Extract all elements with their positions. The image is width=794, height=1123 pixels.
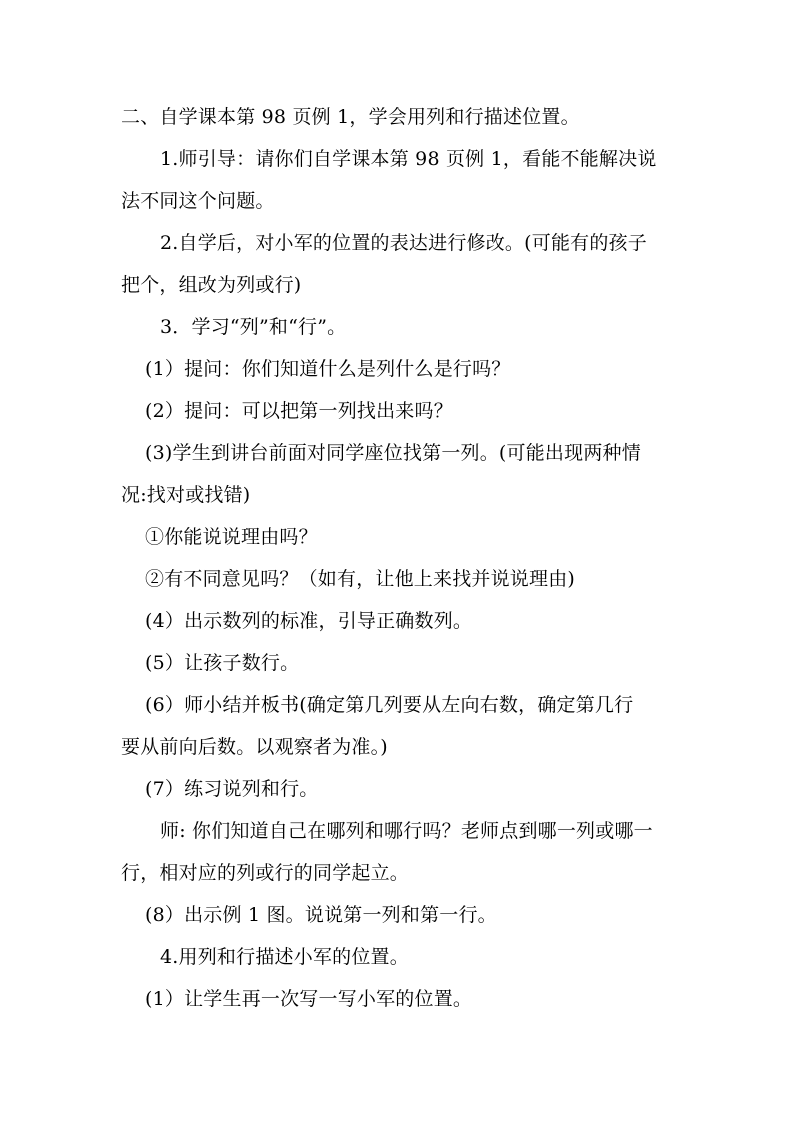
paragraph-line: 3．学习“列”和“行”。 [160, 316, 347, 338]
list-item: (1）让学生再一次写一写小军的位置。 [145, 988, 473, 1010]
paragraph-line: 4.用列和行描述小军的位置。 [160, 946, 409, 968]
list-item: (1）提问：你们知道什么是列什么是行吗？ [145, 358, 511, 380]
list-item: (7）练习说列和行。 [145, 778, 319, 800]
paragraph-line: 把个，组改为列或行) [121, 274, 302, 296]
paragraph-line: 法不同这个问题。 [121, 190, 275, 212]
list-item: (6）师小结并板书(确定第几列要从左向右数，确定第几行 [145, 694, 634, 716]
section-heading: 二、自学课本第 98 页例 1，学会用列和行描述位置。 [121, 106, 580, 128]
paragraph-line: 2.自学后，对小军的位置的表达进行修改。(可能有的孩子 [160, 232, 647, 254]
list-item: (3)学生到讲台前面对同学座位找第一列。(可能出现两种情 [145, 442, 641, 464]
paragraph-line: 要从前向后数。以观察者为准。) [121, 736, 388, 758]
list-item: (4）出示数列的标准，引导正确数列。 [145, 610, 473, 632]
paragraph-line: 师: 你们知道自己在哪列和哪行吗？老师点到哪一列或哪一 [160, 820, 653, 842]
list-item: (5）让孩子数行。 [145, 652, 300, 674]
list-item: (8）出示例 1 图。说说第一列和第一行。 [145, 904, 497, 926]
list-item: ①你能说说理由吗？ [145, 526, 318, 548]
paragraph-line: 行，相对应的列或行的同学起立。 [121, 862, 410, 884]
paragraph-line: 1.师引导：请你们自学课本第 98 页例 1，看能不能解决说 [160, 148, 657, 170]
paragraph-line: 况:找对或找错) [121, 484, 251, 506]
list-item: ②有不同意见吗？（如有，让他上来找并说说理由) [145, 568, 576, 590]
list-item: (2）提问：可以把第一列找出来吗？ [145, 400, 453, 422]
